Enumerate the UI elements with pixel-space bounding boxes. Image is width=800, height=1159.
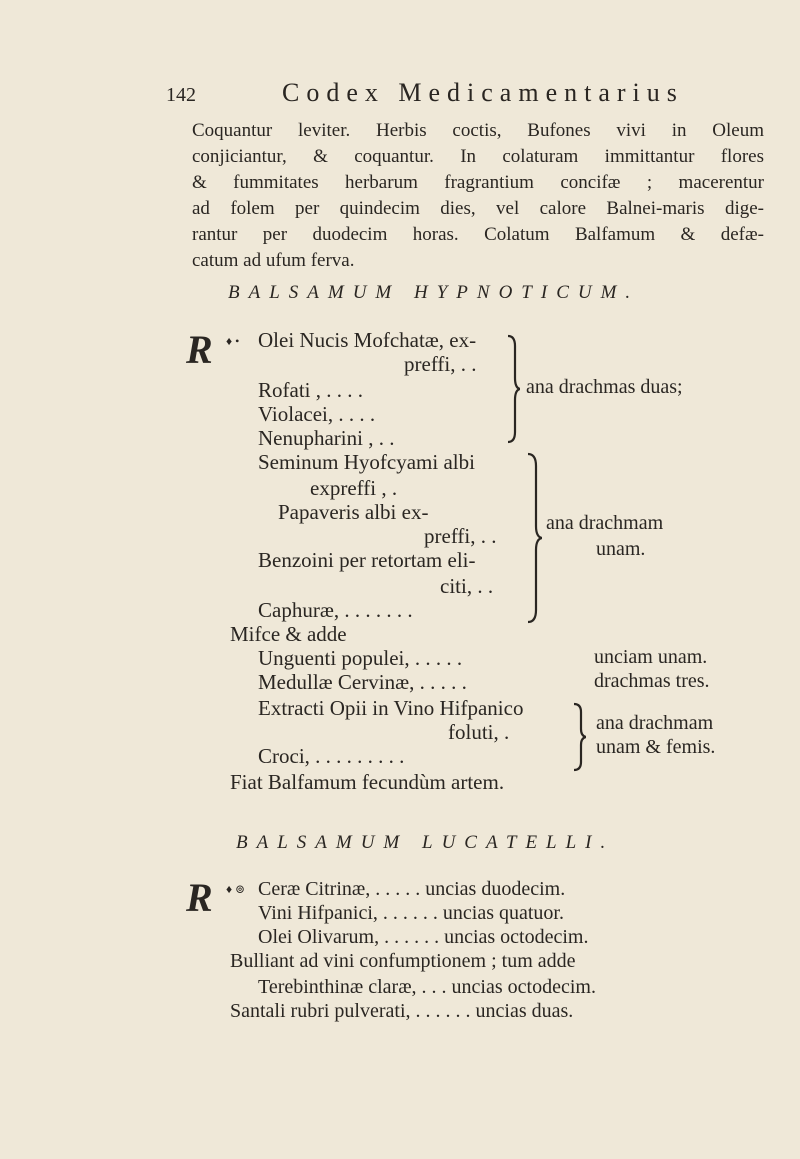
recipe-symbol: R [186,327,211,372]
curly-brace-icon [572,702,586,772]
page-number: 142 [166,84,196,106]
quantity-note: ana drachmas duas; [526,376,683,398]
ingredient-line: expreffi , . [310,476,398,500]
intro-line: & fummitates herbarum fragrantium concifæ ; macerentur [192,172,764,193]
intro-line: conjiciantur, & coquantur. In colaturam immittantur flores [192,146,764,167]
ingredient-line: Caphuræ, . . . . . . . [258,598,413,622]
ingredient-line: Seminum Hyofcyami albi [258,450,475,474]
closing-instruction: Fiat Balfamum fecundùm artem. [230,770,505,794]
quantity-note: unam. [596,538,646,560]
recipe-symbol-mark: ♦ • [226,334,240,348]
ingredient-line: Olei Olivarum, . . . . . . uncias octodecim. [258,926,589,948]
ingredient-line: Benzoini per retortam eli- [258,548,476,572]
ingredient-line: citi, . . [440,574,494,598]
curly-brace-icon [526,452,542,624]
ingredient-line: Papaveris albi ex- [278,500,429,524]
instruction-line: Mifce & adde [230,622,347,646]
quantity-note: drachmas tres. [594,670,710,692]
curly-brace-icon [506,334,520,444]
ingredient-line: Unguenti populei, . . . . . [258,646,463,670]
instruction-line: Bulliant ad vini confumptionem ; tum adde [230,950,576,972]
ingredient-line: Rofati , . . . . [258,378,363,402]
recipe-title-hypnoticum: BALSAMUM HYPNOTICUM. [228,282,640,303]
intro-paragraph [192,118,764,274]
ingredient-line: Olei Nucis Mofchatæ, ex- [258,328,477,352]
ingredient-line: Santali rubri pulverati, . . . . . . uncias duas. [230,1000,574,1022]
recipe-symbol-mark: ♦ ⊚ [226,882,246,896]
ingredient-line: Ceræ Citrinæ, . . . . . uncias duodecim. [258,878,566,900]
quantity-note: unam & femis. [596,736,716,758]
ingredient-line: preffi, . . [424,524,497,548]
ingredient-line: foluti, . [448,720,510,744]
intro-line: Coquantur leviter. Herbis coctis, Bufones vivi in Oleum [192,120,764,141]
ingredient-line: Extracti Opii in Vino Hifpanico [258,696,524,720]
ingredient-line: Vini Hifpanici, . . . . . . uncias quatuor. [258,902,564,924]
quantity-note: ana drachmam [546,512,664,534]
ingredient-line: Medullæ Cervinæ, . . . . . [258,670,467,694]
running-head: Codex Medicamentarius [282,78,684,107]
recipe-symbol: R [186,875,211,920]
ingredient-line: Violacei, . . . . [258,402,376,426]
recipe-title-lucatelli: BALSAMUM LUCATELLI. [236,832,615,853]
ingredient-line: Nenupharini , . . [258,426,395,450]
ingredient-line: Croci, . . . . . . . . . [258,744,405,768]
quantity-note: unciam unam. [594,646,708,668]
intro-line: catum ad ufum ferva. [192,250,355,271]
quantity-note: ana drachmam [596,712,714,734]
intro-line: ad folem per quindecim dies, vel calore Balnei-maris dige- [192,198,764,219]
ingredient-line: Terebinthinæ claræ, . . . uncias octodecim. [258,976,596,998]
intro-line: rantur per duodecim horas. Colatum Balfamum & defæ- [192,224,764,245]
ingredient-line: preffi, . . [404,352,477,376]
